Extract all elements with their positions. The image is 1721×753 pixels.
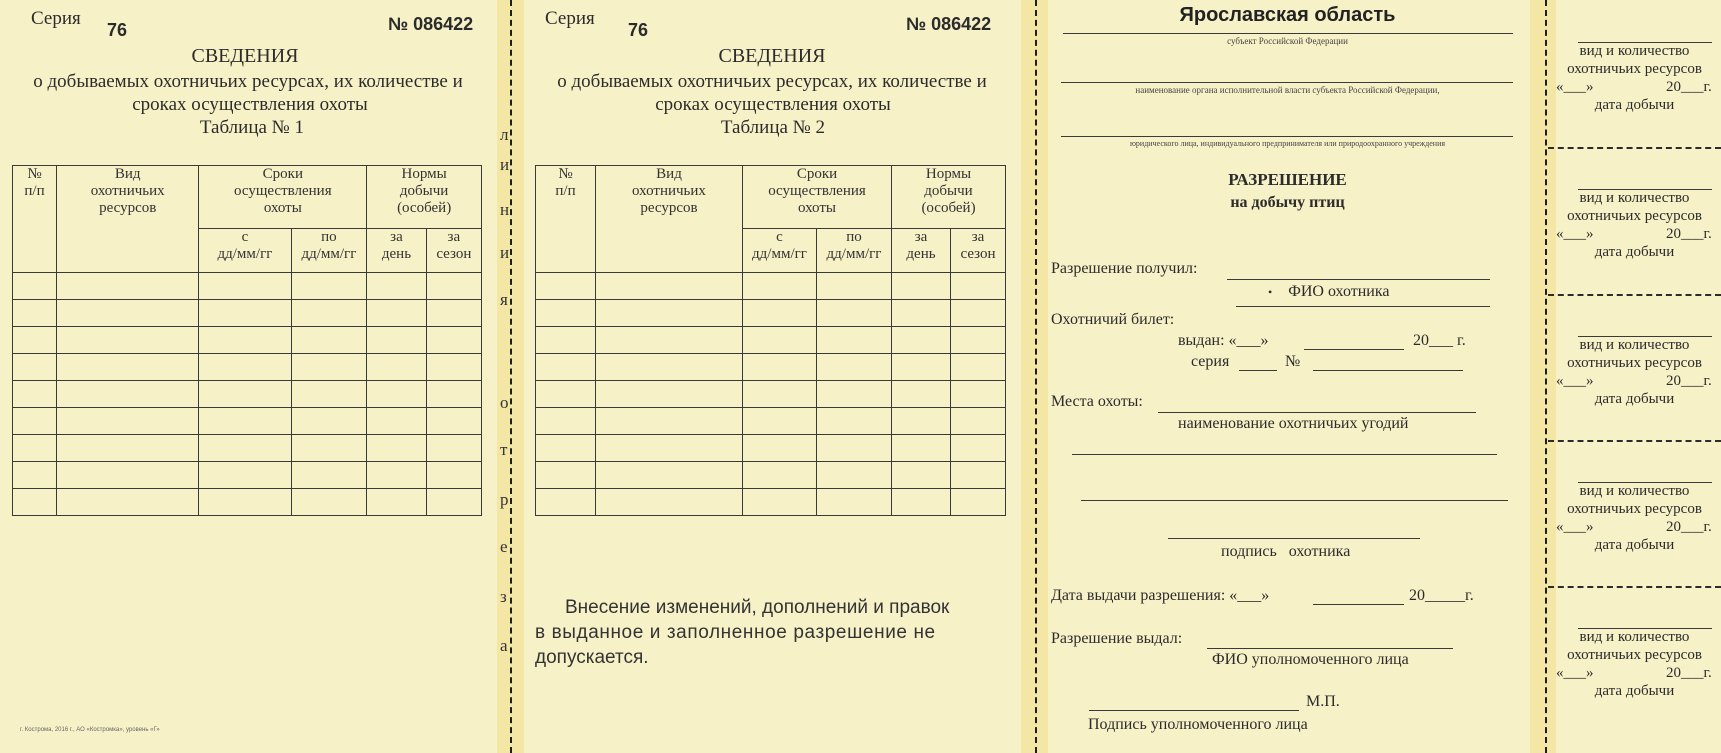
- header-hunting-dates: Сроки осуществления охоты: [199, 166, 367, 229]
- table-cell[interactable]: [596, 327, 743, 354]
- stub-date-day: «___»: [1556, 226, 1594, 242]
- table-cell[interactable]: [57, 354, 199, 381]
- table-cell[interactable]: [291, 300, 367, 327]
- table-cell[interactable]: [199, 273, 291, 300]
- issue-date-month-field[interactable]: [1313, 604, 1404, 605]
- table-cell[interactable]: [426, 354, 481, 381]
- table-cell[interactable]: [13, 381, 57, 408]
- stub-kind-label: вид и количество: [1579, 483, 1690, 499]
- table-cell[interactable]: [817, 408, 892, 435]
- stub-resources-label: охотничьих ресурсов: [1567, 355, 1702, 371]
- table-cell[interactable]: [13, 408, 57, 435]
- cut-line-letter: я: [500, 290, 508, 309]
- table-cell[interactable]: [817, 327, 892, 354]
- notice-line: допускается.: [535, 647, 649, 668]
- table-cell[interactable]: [291, 354, 367, 381]
- cut-line-letter: з: [500, 587, 507, 606]
- table-cell[interactable]: [13, 354, 57, 381]
- table-cell[interactable]: [426, 489, 481, 516]
- table-cell[interactable]: [13, 435, 57, 462]
- table-cell[interactable]: [743, 408, 817, 435]
- official-name-field[interactable]: [1207, 648, 1453, 649]
- series-number: 76: [107, 20, 128, 40]
- cut-line-letter: а: [500, 636, 508, 655]
- table-cell[interactable]: [817, 300, 892, 327]
- table-label: Таблица № 2: [720, 117, 826, 138]
- table-cell[interactable]: [743, 354, 817, 381]
- cut-line-letter: л: [500, 125, 509, 144]
- table-cell[interactable]: [536, 408, 596, 435]
- stub-resources-label: охотничьих ресурсов: [1567, 647, 1702, 663]
- stub-date-caption: дата добычи: [1594, 391, 1675, 407]
- table-cell[interactable]: [536, 435, 596, 462]
- table-cell[interactable]: [817, 273, 892, 300]
- cut-line-letter: и: [500, 243, 510, 262]
- table-cell[interactable]: [367, 408, 426, 435]
- table-cell[interactable]: [367, 381, 426, 408]
- table-row: [13, 462, 482, 489]
- header-to-date: по дд/мм/гг: [291, 229, 367, 273]
- table-cell[interactable]: [596, 408, 743, 435]
- table-cell[interactable]: [951, 300, 1006, 327]
- cut-line-letter: р: [500, 490, 509, 509]
- ticket-number-field[interactable]: [1313, 370, 1463, 371]
- table-cell[interactable]: [817, 354, 892, 381]
- table-cell[interactable]: [951, 435, 1006, 462]
- header-per-day: за день: [367, 229, 426, 273]
- table-cell[interactable]: [951, 381, 1006, 408]
- catch-stub[interactable]: [1548, 440, 1721, 586]
- table-cell[interactable]: [536, 327, 596, 354]
- table-cell[interactable]: [951, 354, 1006, 381]
- header-per-day: за день: [892, 229, 951, 273]
- table-cell[interactable]: [367, 462, 426, 489]
- header-to-date: по дд/мм/гг: [817, 229, 892, 273]
- official-signature-field[interactable]: [1089, 710, 1299, 711]
- table-cell[interactable]: [426, 408, 481, 435]
- table-row: [536, 327, 1006, 354]
- table-cell[interactable]: [596, 381, 743, 408]
- header-hunting-dates: Сроки осуществления охоты: [743, 166, 892, 229]
- notice-line: Внесение изменений, дополнений и правок: [565, 597, 950, 618]
- header-catch-norms: Нормы добычи (особей): [892, 166, 1006, 229]
- table-cell[interactable]: [536, 462, 596, 489]
- table-cell[interactable]: [57, 462, 199, 489]
- table-cell[interactable]: [199, 300, 291, 327]
- hunting-places-line3[interactable]: [1081, 500, 1508, 501]
- ticket-issued-label: выдан: «___»: [1178, 332, 1269, 349]
- section-subtitle-line1: о добываемых охотничьих ресурсах, их количестве и: [33, 71, 463, 92]
- table-cell[interactable]: [57, 381, 199, 408]
- table-cell[interactable]: [57, 408, 199, 435]
- table-cell[interactable]: [536, 354, 596, 381]
- table-row: [536, 381, 1006, 408]
- table-cell[interactable]: [199, 462, 291, 489]
- table-row: [13, 435, 482, 462]
- table-row: [536, 408, 1006, 435]
- stub-date-day: «___»: [1556, 373, 1594, 389]
- table-cell[interactable]: [199, 381, 291, 408]
- table-cell[interactable]: [291, 327, 367, 354]
- table-cell[interactable]: [596, 435, 743, 462]
- stub-date-day: «___»: [1556, 79, 1594, 95]
- table-cell[interactable]: [817, 489, 892, 516]
- table-cell[interactable]: [199, 489, 291, 516]
- table-row: [536, 354, 1006, 381]
- hunter-name-field[interactable]: [1227, 279, 1490, 280]
- issue-date-year: 20_____г.: [1409, 587, 1474, 604]
- table-cell[interactable]: [951, 489, 1006, 516]
- table-cell[interactable]: [892, 381, 951, 408]
- catch-stub[interactable]: [1548, 586, 1721, 753]
- catch-stub[interactable]: [1548, 294, 1721, 440]
- table-row: [536, 273, 1006, 300]
- table-cell[interactable]: [291, 489, 367, 516]
- header-resource-kind: Вид охотничьих ресурсов: [596, 166, 743, 273]
- stamp-label: М.П.: [1306, 693, 1340, 710]
- table-row: [13, 408, 482, 435]
- table-cell[interactable]: [426, 381, 481, 408]
- table-cell[interactable]: [367, 273, 426, 300]
- document-number: № 086422: [906, 14, 992, 34]
- table-cell[interactable]: [536, 273, 596, 300]
- table-cell[interactable]: [892, 408, 951, 435]
- header-number: № п/п: [13, 166, 57, 273]
- table-cell[interactable]: [743, 462, 817, 489]
- table-cell[interactable]: [892, 435, 951, 462]
- entity-underline: [1061, 136, 1513, 137]
- table-cell[interactable]: [426, 273, 481, 300]
- permit-received-label: Разрешение получил:: [1051, 260, 1198, 277]
- cut-line-letter: т: [500, 440, 508, 459]
- table-row: [536, 300, 1006, 327]
- table-cell[interactable]: [536, 489, 596, 516]
- table-cell[interactable]: [596, 354, 743, 381]
- table-cell[interactable]: [13, 327, 57, 354]
- perforation-line-1: [510, 0, 512, 753]
- hunting-ticket-label: Охотничий билет:: [1051, 311, 1175, 328]
- table-row: [536, 462, 1006, 489]
- table-cell[interactable]: [57, 300, 199, 327]
- region-name: Ярославская область: [1179, 4, 1396, 26]
- no-changes-notice: [535, 595, 1005, 670]
- section-subtitle-line2: сроках осуществления охоты: [132, 94, 368, 115]
- table-cell[interactable]: [291, 408, 367, 435]
- table-cell[interactable]: [367, 489, 426, 516]
- official-signature-caption: Подпись уполномоченного лица: [1088, 716, 1308, 733]
- region-underline: [1063, 33, 1513, 34]
- table-cell[interactable]: [57, 489, 199, 516]
- section-title: СВЕДЕНИЯ: [718, 45, 826, 67]
- header-per-season: за сезон: [426, 229, 481, 273]
- table-cell[interactable]: [199, 408, 291, 435]
- table-cell[interactable]: [596, 300, 743, 327]
- table-cell[interactable]: [743, 435, 817, 462]
- table-cell[interactable]: [536, 300, 596, 327]
- table-row: [13, 381, 482, 408]
- header-per-season: за сезон: [951, 229, 1006, 273]
- table-cell[interactable]: [951, 327, 1006, 354]
- table-cell[interactable]: [817, 381, 892, 408]
- table-cell[interactable]: [951, 408, 1006, 435]
- issue-date-label: Дата выдачи разрешения: «___»: [1051, 587, 1270, 604]
- table-cell[interactable]: [199, 327, 291, 354]
- perforation-line-3: [1545, 0, 1547, 753]
- catch-stub[interactable]: [1548, 147, 1721, 294]
- table-cell[interactable]: [596, 462, 743, 489]
- series-label: Серия: [545, 8, 595, 29]
- table-cell[interactable]: [536, 381, 596, 408]
- stub-kind-label: вид и количество: [1579, 190, 1690, 206]
- catch-table-2: [535, 165, 1006, 516]
- table-cell[interactable]: [57, 273, 199, 300]
- header-catch-norms: Нормы добычи (особей): [367, 166, 482, 229]
- official-name-caption: ФИО уполномоченного лица: [1212, 651, 1409, 668]
- table-cell[interactable]: [367, 435, 426, 462]
- table-cell[interactable]: [951, 273, 1006, 300]
- stub-date-day: «___»: [1556, 519, 1594, 535]
- header-resource-kind: Вид охотничьих ресурсов: [57, 166, 199, 273]
- stub-kind-label: вид и количество: [1579, 43, 1690, 59]
- series-label: Серия: [31, 8, 81, 29]
- table-cell[interactable]: [199, 435, 291, 462]
- stub-resources-label: охотничьих ресурсов: [1567, 61, 1702, 77]
- document-number: № 086422: [388, 14, 474, 34]
- table-cell[interactable]: [596, 273, 743, 300]
- authority-caption: наименование органа исполнительной власти субъекта Российской Федерации,: [1135, 85, 1440, 95]
- table-cell[interactable]: [817, 462, 892, 489]
- table-label: Таблица № 1: [199, 117, 305, 138]
- ticket-number-label: №: [1285, 353, 1301, 370]
- table-cell[interactable]: [13, 273, 57, 300]
- table-row: [13, 300, 482, 327]
- table-cell[interactable]: [426, 300, 481, 327]
- entity-caption: юридического лица, индивидуального предпринимателя или природоохранного учреждения: [1129, 139, 1446, 148]
- catch-table-1: [12, 165, 482, 516]
- section-subtitle-line2: сроках осуществления охоты: [655, 94, 891, 115]
- table-cell[interactable]: [743, 300, 817, 327]
- table-cell[interactable]: [13, 300, 57, 327]
- stub-date-year: 20___г.: [1666, 226, 1712, 242]
- table-row: [536, 435, 1006, 462]
- table-cell[interactable]: [57, 327, 199, 354]
- table-cell[interactable]: [892, 354, 951, 381]
- catch-stub[interactable]: [1548, 0, 1721, 147]
- ticket-series-label: серия: [1191, 353, 1230, 370]
- stub-date-caption: дата добычи: [1594, 537, 1675, 553]
- hunter-signature-field[interactable]: [1168, 538, 1420, 539]
- table-cell[interactable]: [426, 327, 481, 354]
- table-row: [13, 273, 482, 300]
- hunter-signature-caption: подпись охотника: [1221, 543, 1351, 560]
- perforation-line-2: [1035, 0, 1037, 753]
- stub-date-day: «___»: [1556, 665, 1594, 681]
- section-title: СВЕДЕНИЯ: [191, 45, 299, 67]
- stub-kind-label: вид и количество: [1579, 629, 1690, 645]
- section-subtitle-line1: о добываемых охотничьих ресурсах, их количестве и: [557, 71, 987, 92]
- table-cell[interactable]: [57, 435, 199, 462]
- table-cell[interactable]: [743, 273, 817, 300]
- table-cell[interactable]: [426, 462, 481, 489]
- caption-text: ФИО охотника: [1288, 283, 1390, 300]
- header-from-date: с дд/мм/гг: [199, 229, 291, 273]
- table-cell[interactable]: [892, 327, 951, 354]
- ticket-issued-year: 20___ г.: [1413, 332, 1466, 349]
- authority-underline: [1061, 82, 1513, 83]
- permit-title: РАЗРЕШЕНИЕ: [1228, 170, 1347, 189]
- table-row: [536, 489, 1006, 516]
- table-cell[interactable]: [13, 489, 57, 516]
- table-cell[interactable]: [892, 489, 951, 516]
- table-cell[interactable]: [951, 462, 1006, 489]
- table-cell[interactable]: [199, 354, 291, 381]
- notice-line: в выданное и заполненное разрешение не: [535, 622, 936, 643]
- ticket-issued-month-field[interactable]: [1304, 349, 1404, 350]
- stub-date-year: 20___г.: [1666, 519, 1712, 535]
- issued-by-label: Разрешение выдал:: [1051, 630, 1183, 647]
- stub-resources-label: охотничьих ресурсов: [1567, 208, 1702, 224]
- table-row: [13, 327, 482, 354]
- table-cell[interactable]: [817, 435, 892, 462]
- hunting-grounds-caption: наименование охотничьих угодий: [1178, 415, 1409, 432]
- permit-subtitle: на добычу птиц: [1230, 194, 1345, 211]
- stub-date-caption: дата добычи: [1594, 97, 1675, 113]
- table-row: [13, 354, 482, 381]
- stub-kind-label: вид и количество: [1579, 337, 1690, 353]
- cut-line-letter: о: [500, 393, 509, 412]
- ticket-series-field[interactable]: [1239, 370, 1277, 371]
- bullet-mark: •: [1268, 285, 1273, 299]
- table-cell[interactable]: [892, 462, 951, 489]
- cut-line-letter: н: [500, 200, 510, 219]
- printer-footer: г. Кострома, 2016 г., АО «Костромка», уровень «Г»: [20, 727, 160, 733]
- hunter-name-line2[interactable]: [1236, 306, 1490, 307]
- table-cell[interactable]: [291, 462, 367, 489]
- series-number: 76: [628, 20, 649, 40]
- stub-date-caption: дата добычи: [1594, 683, 1675, 699]
- table-cell[interactable]: [743, 327, 817, 354]
- hunter-name-caption: [1268, 283, 1389, 301]
- cut-line-letter: е: [500, 537, 508, 556]
- table-cell[interactable]: [596, 489, 743, 516]
- table-cell[interactable]: [291, 381, 367, 408]
- table-cell[interactable]: [743, 489, 817, 516]
- table-row: [13, 489, 482, 516]
- table-cell[interactable]: [743, 381, 817, 408]
- table-cell[interactable]: [13, 462, 57, 489]
- table-cell[interactable]: [291, 435, 367, 462]
- hunting-places-line2[interactable]: [1072, 454, 1497, 455]
- table-cell[interactable]: [367, 300, 426, 327]
- region-caption: субъект Российской Федерации: [1227, 36, 1348, 46]
- table-cell[interactable]: [367, 354, 426, 381]
- header-from-date: с дд/мм/гг: [743, 229, 817, 273]
- stub-date-year: 20___г.: [1666, 373, 1712, 389]
- stub-date-caption: дата добычи: [1594, 244, 1675, 260]
- hunting-places-field[interactable]: [1158, 412, 1476, 413]
- stub-date-year: 20___г.: [1666, 79, 1712, 95]
- table-cell[interactable]: [367, 327, 426, 354]
- table-cell[interactable]: [426, 435, 481, 462]
- table-cell[interactable]: [892, 273, 951, 300]
- stub-date-year: 20___г.: [1666, 665, 1712, 681]
- table-cell[interactable]: [291, 273, 367, 300]
- header-number: № п/п: [536, 166, 596, 273]
- cut-line-letter: и: [500, 155, 510, 174]
- table-cell[interactable]: [892, 300, 951, 327]
- hunting-places-label: Места охоты:: [1051, 393, 1143, 410]
- stub-resources-label: охотничьих ресурсов: [1567, 501, 1702, 517]
